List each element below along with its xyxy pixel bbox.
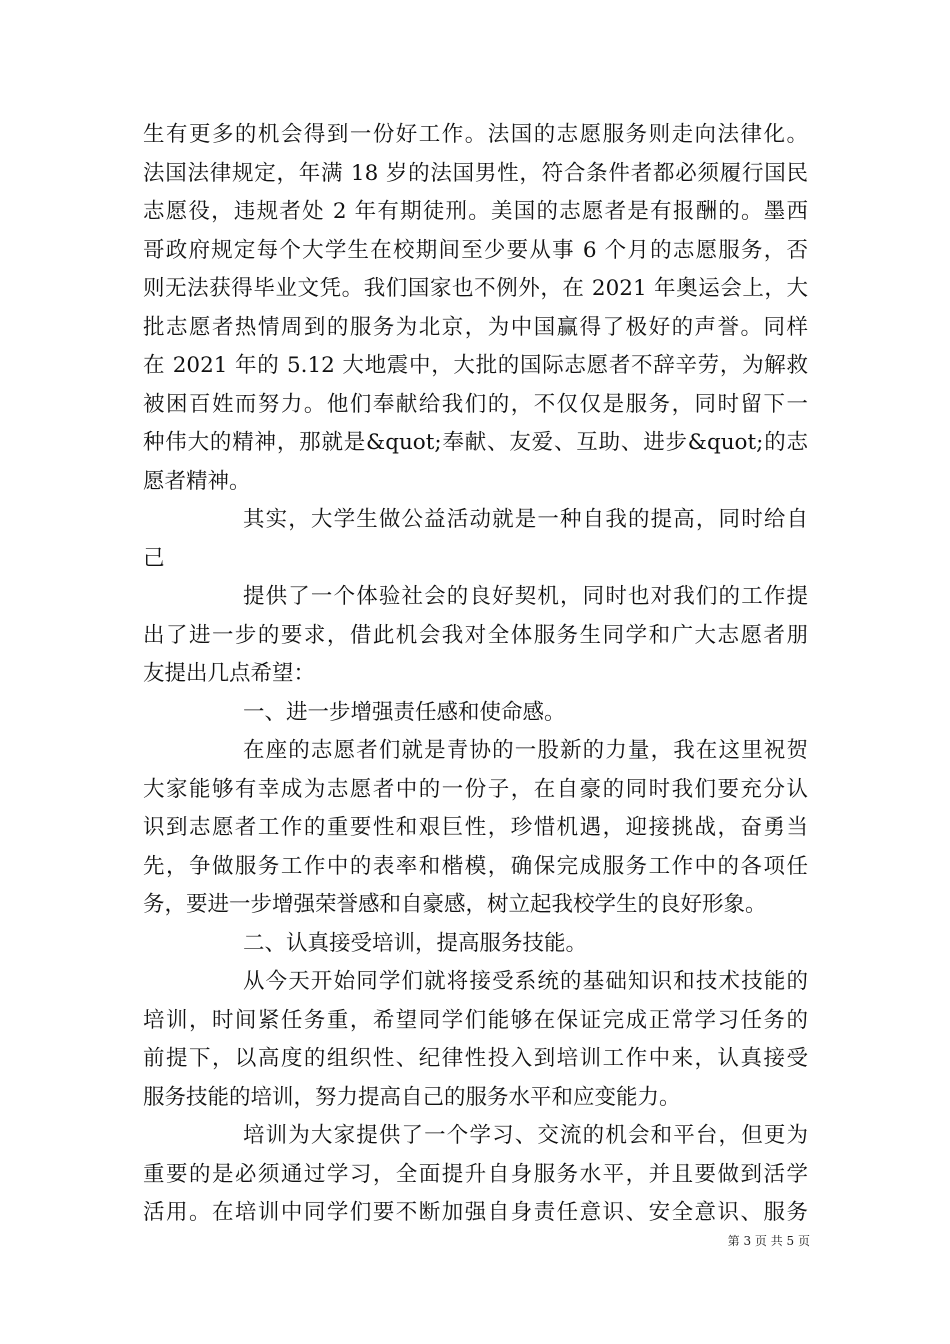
text-line: 先，争做服务工作中的表率和楷模，确保完成服务工作中的各项任: [143, 853, 808, 879]
text-line: 则无法获得毕业文凭。我们国家也不例外，在 2021 年奥运会上，大: [143, 276, 808, 301]
section-heading: 二、认真接受培训，提高服务技能。: [243, 930, 588, 956]
text-line: 生有更多的机会得到一份好工作。法国的志愿服务则走向法律化。: [143, 122, 808, 147]
document-body: [143, 116, 808, 1233]
text-line: 出了进一步的要求，借此机会我对全体服务生同学和广大志愿者朋: [143, 622, 808, 648]
text-line: 法国法律规定，年满 18 岁的法国男性，符合条件者都必须履行国民: [143, 160, 808, 186]
text-line: 志愿役，违规者处 2 年有期徒刑。美国的志愿者是有报酬的。墨西: [143, 199, 808, 224]
text-line: 识到志愿者工作的重要性和艰巨性，珍惜机遇，迎接挑战，奋勇当: [143, 815, 808, 840]
paragraph-start-line: 培训为大家提供了一个学习、交流的机会和平台，但更为: [243, 1123, 808, 1148]
text-line: 务，要进一步增强荣誉感和自豪感，树立起我校学生的良好形象。: [143, 892, 767, 917]
text-line: 重要的是必须通过学习，全面提升自身服务水平，并且要做到活学: [143, 1161, 808, 1187]
text-line: 愿者精神。: [143, 468, 251, 494]
text-line: 大家能够有幸成为志愿者中的一份子，在自豪的同时我们要充分认: [143, 776, 808, 802]
section-heading: 一、进一步增强责任感和使命感。: [243, 699, 566, 725]
paragraph-start-line: 提供了一个体验社会的良好契机，同时也对我们的工作提: [243, 584, 808, 609]
text-line: 服务技能的培训，努力提高自己的服务水平和应变能力。: [143, 1084, 681, 1110]
text-line: 被困百姓而努力。他们奉献给我们的，不仅仅是服务，同时留下一: [143, 391, 808, 417]
text-line: 己: [143, 545, 165, 571]
text-line: 批志愿者热情周到的服务为北京，为中国赢得了极好的声誉。同样: [143, 314, 808, 340]
paragraph-start-line: 从今天开始同学们就将接受系统的基础知识和技术技能的: [243, 969, 808, 994]
text-line: 活用。在培训中同学们要不断加强自身责任意识、安全意识、服务: [143, 1200, 808, 1225]
page-number: 第 3 页 共 5 页: [727, 1234, 810, 1248]
text-line: 前提下，以高度的组织性、纪律性投入到培训工作中来，认真接受: [143, 1046, 808, 1071]
text-line: 友提出几点希望：: [143, 661, 316, 686]
text-line: 培训，时间紧任务重，希望同学们能够在保证完成正常学习任务的: [143, 1007, 808, 1033]
paragraph-start-line: 其实，大学生做公益活动就是一种自我的提高，同时给自: [243, 507, 808, 532]
text-line: 种伟大的精神，那就是&quot;奉献、友爱、互助、进步&quot;的志: [143, 430, 808, 455]
text-line: 哥政府规定每个大学生在校期间至少要从事 6 个月的志愿服务，否: [143, 237, 808, 263]
paragraph-start-line: 在座的志愿者们就是青协的一股新的力量，我在这里祝贺: [243, 738, 808, 763]
text-line: 在 2021 年的 5.12 大地震中，大批的国际志愿者不辞辛劳，为解救: [143, 353, 808, 378]
